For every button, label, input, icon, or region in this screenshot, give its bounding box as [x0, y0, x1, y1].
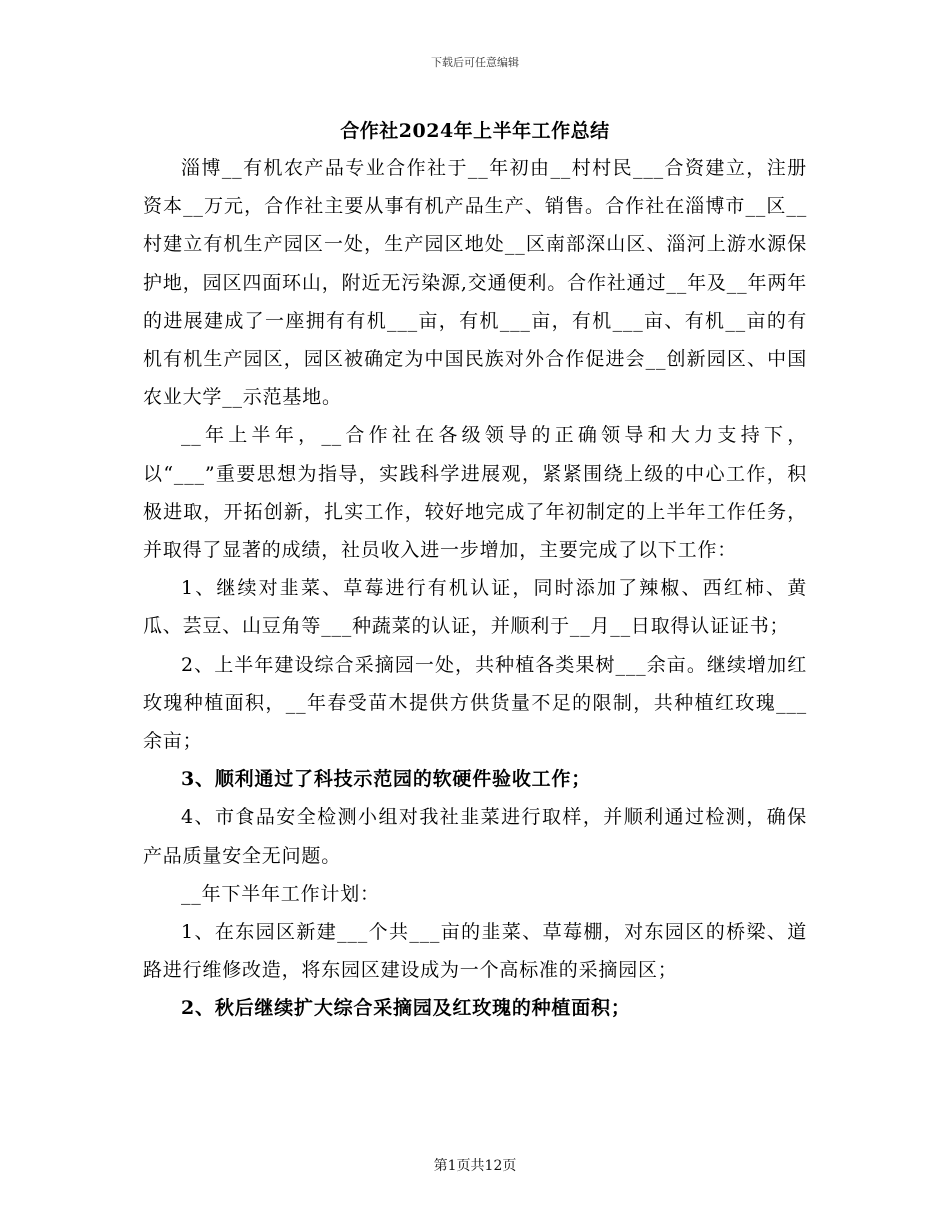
- paragraph-summary: __年上半年，__合作社在各级领导的正确领导和大力支持下，以“___”重要思想为指导，实践科学进展观，紧紧围绕上级的中心工作，积极进取，开拓创新，扎实工作，较好地完成了年初制定的上半年工作任务，并取得了显著的成绩，社员收入进一步增加，主要完成了以下工作：: [143, 424, 807, 562]
- page-number: 第1页共12页: [433, 1158, 517, 1174]
- paragraph-item-3: 3、顺利通过了科技示范园的软硬件验收工作；: [181, 768, 592, 791]
- page-header-note: 下载后可任意编辑: [431, 56, 519, 69]
- document-body: [143, 149, 807, 1028]
- paragraph-plan-2: 2、秋后继续扩大综合采摘园及红玫瑰的种植面积；: [181, 997, 631, 1020]
- paragraph-item-2: 2、上半年建设综合采摘园一处，共种植各类果树___余亩。继续增加红玫瑰种植面积，__年春受苗木提供方供货量不足的限制，共种植红玫瑰___余亩；: [143, 653, 807, 753]
- paragraph-plan-1: 1、在东园区新建___个共___亩的韭菜、草莓棚，对东园区的桥梁、道路进行维修改造，将东园区建设成为一个高标准的采摘园区；: [143, 921, 807, 982]
- document-title: 合作社2024年上半年工作总结: [340, 120, 610, 142]
- paragraph-item-1: 1、继续对韭菜、草莓进行有机认证，同时添加了辣椒、西红柿、黄瓜、芸豆、山豆角等___种蔬菜的认证，并顺利于__月__日取得认证证书；: [143, 577, 807, 638]
- paragraph-plan-heading: __年下半年工作计划：: [181, 882, 380, 905]
- paragraph-intro: 淄博__有机农产品专业合作社于__年初由__村村民___合资建立，注册资本__万元，合作社主要从事有机产品生产、销售。合作社在淄博市__区__村建立有机生产园区一处，生产园区地处__区南部深山区、淄河上游水源保护地，园区四面环山，附近无污染源,交通便利。合作社通过__年及__年两年的进展建成了一座拥有有机___亩，有机___亩，有机___亩、有机__亩的有机有机生产园区，园区被确定为中国民族对外合作促进会__创新园区、中国农业大学__示范基地。: [143, 157, 807, 409]
- paragraph-item-4: 4、市食品安全检测小组对我社韭菜进行取样，并顺利通过检测，确保产品质量安全无问题。: [143, 806, 807, 867]
